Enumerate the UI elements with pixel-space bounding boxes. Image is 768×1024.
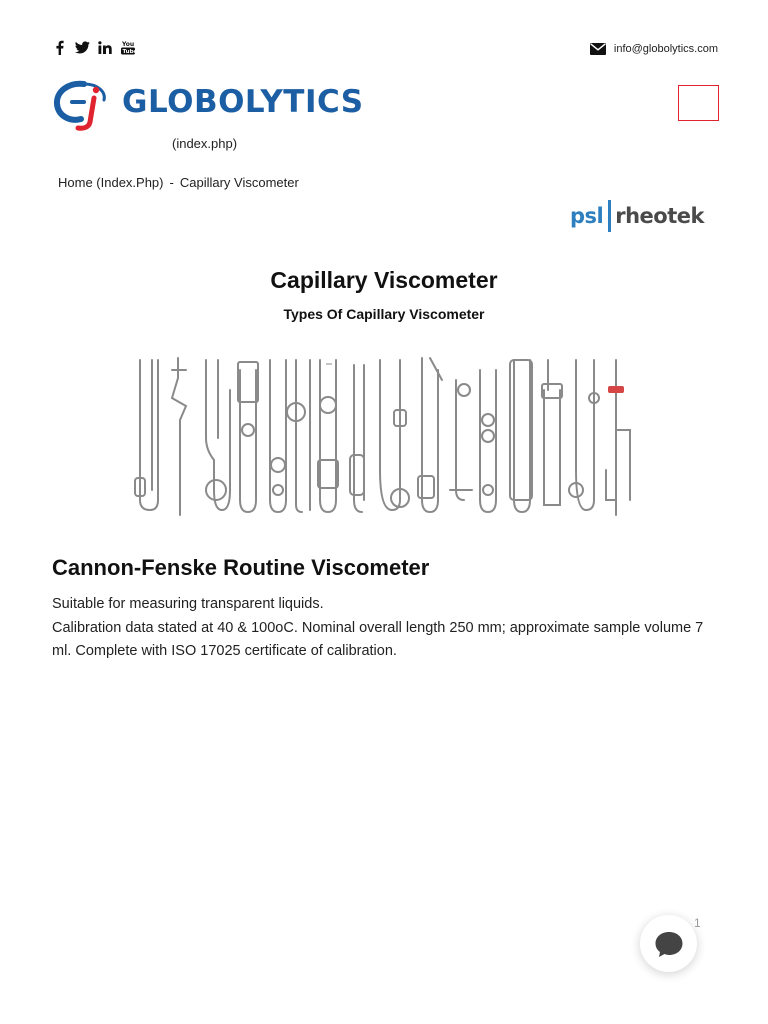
- logo-text: GLOBOLYTICS: [122, 84, 364, 120]
- breadcrumb-current: Capillary Viscometer: [179, 175, 299, 190]
- menu-toggle-button[interactable]: [678, 85, 719, 121]
- facebook-icon[interactable]: [52, 40, 66, 54]
- top-bar: [52, 38, 718, 60]
- logo-link-text[interactable]: (index.php): [172, 136, 238, 151]
- viscometers-image: [130, 350, 650, 522]
- psl-rheotek-logo: [570, 196, 712, 236]
- breadcrumb-home-link[interactable]: Home (Index.Php): [58, 175, 164, 190]
- mail-icon: [590, 43, 606, 55]
- partner-logo-divider: [608, 200, 611, 232]
- youtube-icon[interactable]: [121, 40, 138, 55]
- svg-text:You: You: [122, 40, 135, 48]
- globolytics-logo-icon: [54, 78, 112, 130]
- chat-bubble-icon: [654, 930, 684, 958]
- breadcrumb-separator: -: [169, 175, 174, 190]
- email-contact[interactable]: [590, 43, 718, 55]
- partner-logo-psl: psl: [570, 204, 604, 228]
- email-text[interactable]: info@globolytics.com: [613, 43, 718, 55]
- section-title: Cannon-Fenske Routine Viscometer: [52, 555, 430, 580]
- chat-widget-button[interactable]: [640, 915, 697, 972]
- partner-logo-rheotek: rheotek: [615, 204, 704, 228]
- svg-text:Tube: Tube: [122, 48, 138, 55]
- description-line-1: Suitable for measuring transparent liquids.: [52, 596, 324, 612]
- breadcrumb: [58, 175, 299, 190]
- twitter-icon[interactable]: [75, 40, 89, 54]
- page-subtitle: Types Of Capillary Viscometer: [283, 306, 485, 322]
- product-description: [52, 593, 720, 664]
- page-title: Capillary Viscometer: [270, 267, 498, 293]
- linkedin-icon[interactable]: [98, 40, 112, 54]
- social-links: [52, 40, 138, 55]
- description-line-2: Calibration data stated at 40 & 100oC. Nominal overall length 250 mm; approximate sample volume 7 ml. Complete with ISO 17025 certificate of calibration.: [52, 619, 704, 659]
- site-logo[interactable]: [54, 78, 364, 134]
- chat-notification-badge: 1: [694, 916, 701, 930]
